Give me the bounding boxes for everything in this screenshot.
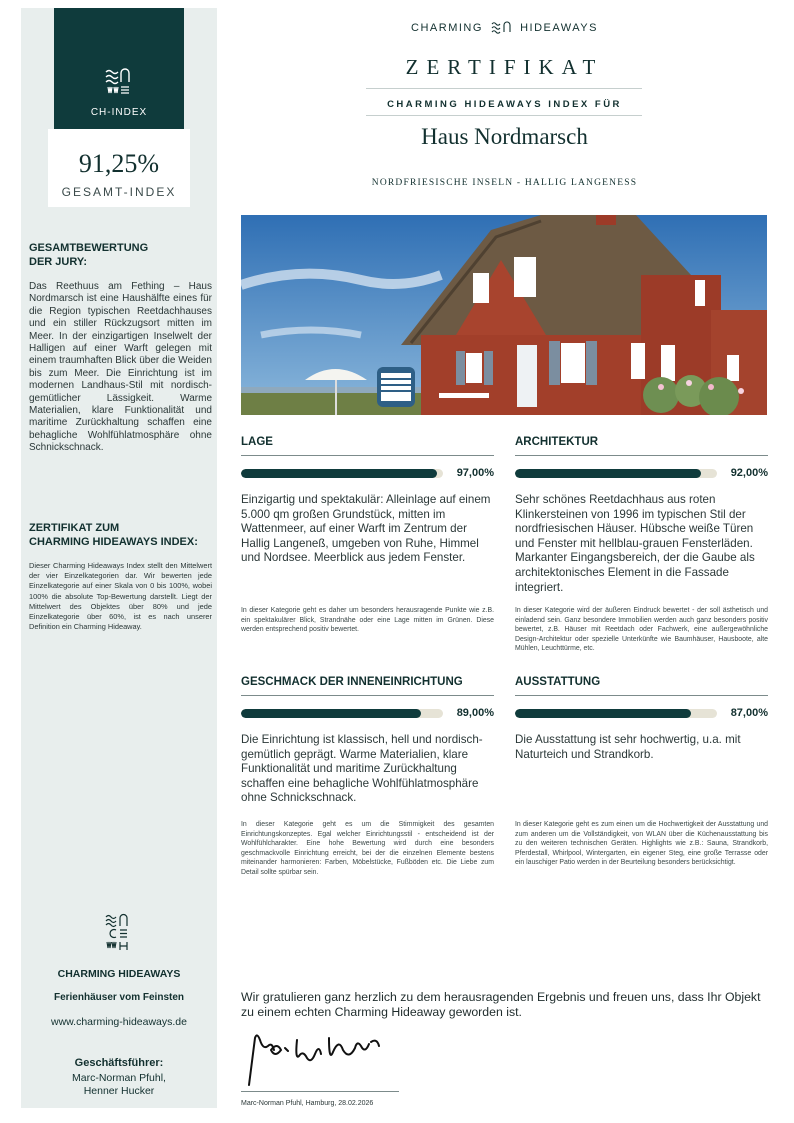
category-note: In dieser Kategorie wird der äußeren Eindruck bewertet - der soll ästhetisch und einladend sein. Ganz besondere Immobilien werden auch ganz besonders positiv bewertet, z.B. Häuser mit Reetdach oder Fachwerk, eine außergewöhnliche Design-Architektur oder spezielle Unterkünfte wie Baumhäuser, Hausboote, alte Mühlen, Leuchttürme, etc. <box>515 607 768 653</box>
category-title: GESCHMACK DER INNENEINRICHTUNG <box>241 676 494 696</box>
jury-heading-line2: DER JURY: <box>29 256 88 268</box>
signature-image <box>241 1030 401 1090</box>
manager-name-2: Henner Hucker <box>83 1085 155 1097</box>
sidebar <box>21 8 217 1108</box>
category-note: In dieser Kategorie geht es zum einen um die Hochwertigkeit der Ausstattung und zum anderen um die Vollständigkeit, von WLAN über die Küchenausstattung bis zu den weiteren technischen Geräten. Highlights wie z.B.: Sauna, Strandkorb, Pferdestall, Whirlpool, Wintergarten, ein eigener Steg, eine große Terrasse oder ein lauschiger Patio werden in der Beurteilung besonders berücksichtigt. <box>515 821 768 867</box>
category-description: Die Einrichtung ist klassisch, hell und nordisch-gemütlich geprägt. Warme Materialien, klare Funktionalität und maritime Zurückhaltung schaffen eine behagliche Wohlfühlatmosphäre ohne Schnickschnack. <box>241 733 483 805</box>
category-description: Die Ausstattung ist sehr hochwertig, u.a. mit Naturteich und Strandkorb. <box>515 733 741 761</box>
ch-logo-icon <box>104 66 134 96</box>
category-title: ARCHITEKTUR <box>515 436 768 456</box>
category-ausstattung <box>515 676 768 867</box>
footer-brand: CHARMING HIDEAWAYS <box>57 968 181 980</box>
congratulations-text: Wir gratulieren ganz herzlich zu dem herausragenden Ergebnis und freuen uns, dass Ihr Objekt zu einem echten Charming Hideaway geworden ist. <box>241 990 761 1019</box>
jury-text: Das Reethuus am Fething – Haus Nordmarsch ist eine Haushälfte eines für die Region typischen Reetdachhauses und ein stiller Rückzugsort mitten im Meer. In der einzigartigen Inselwelt der Halligen auf einer Warft gelegen mit einem traumhaften Blick über die Weiden bis zum Meer. Die Einrichtung ist im modernen Landhaus-Stil mit nordisch-gemütlicher Lässigkeit. Warme Materialien, klare Funktionalität und maritime Zurückhaltung schaffen eine behagliche Wohlfühlatmosphäre ohne Schnickschnack. <box>29 281 212 454</box>
category-title: LAGE <box>241 436 494 456</box>
category-note: In dieser Kategorie geht es um die Stimmigkeit des gesamten Einrichtungskonzeptes. Egal welcher Einrichtungsstil - entscheidend ist der Wohlfühlcharakter. Eine hohe Bewertung wird durch eine besonders geschmackvolle Einrichtung erreicht, bei der die einzelnen Elemente bestens miteinander harmonieren: Farben, Möbelstücke, Fußböden etc. Die Liebe zum Detail sollte spürbar sein. <box>241 821 494 876</box>
certificate-title: ZERTIFIKAT <box>405 55 604 79</box>
score-value: 97,00% <box>456 467 494 479</box>
cert-heading <box>29 521 214 549</box>
jury-heading-line1: GESAMTBEWERTUNG <box>29 242 149 254</box>
ch-monogram-icon <box>104 912 134 952</box>
footer-url[interactable]: www.charming-hideaways.de <box>51 1016 187 1028</box>
brand-left: CHARMING <box>411 22 483 34</box>
cert-heading-line2: CHARMING HIDEAWAYS INDEX: <box>29 536 198 548</box>
score-bar-row <box>241 467 494 481</box>
ch-index-logo-box <box>54 8 184 129</box>
category-description: Einzigartig und spektakulär: Alleinlage auf einem 5.000 qm großen Grundstück, mitten im Wattenmeer, auf einer Warft im Zentrum der Hallig Langeneß, umgeben von Ruhe, Himmel und Nordsee. Meerblick aus jedem Fenster. <box>241 493 491 565</box>
category-description: Sehr schönes Reetdachhaus aus roten Klinkersteinen von 1996 im typischen Stil der nordfriesischen Häuser. Hübsche weiße Türen und Fenster mit hellblau-grauen Fensterläden. Markanter Eingangsbereich, der die Gaube als architektonisches Element in die Fassade integriert. <box>515 493 755 594</box>
manager-name-1: Marc-Norman Pfuhl, <box>72 1072 166 1084</box>
score-bar-row <box>515 467 768 481</box>
signature-line <box>241 1091 399 1092</box>
score-value: 92,00% <box>730 467 768 479</box>
score-bar-row <box>515 707 768 721</box>
subtitle-divider <box>366 115 642 116</box>
cert-text: Dieser Charming Hideaways Index stellt den Mittelwert der vier Einzelkategorien dar. Wir bewerten jede Einzelkategorie auf einer Skala von 0 bis 100%, wobei 100% die absolute Top-Bewertung darstellt. Liegt der Mittelwert des Objektes über 80% und jede Einzelkategorie über 60%, ist es nach unserer Definition ein Charming Hideaway. <box>29 561 212 632</box>
brand-wordmark <box>241 20 768 34</box>
score-bar-fill <box>241 709 421 718</box>
category-inneneinrichtung <box>241 676 494 876</box>
cert-heading-line1: ZERTIFIKAT ZUM <box>29 522 120 534</box>
jury-heading <box>29 241 214 269</box>
logo-label: CH-INDEX <box>90 107 148 118</box>
category-architektur <box>515 436 768 653</box>
score-bar-row <box>241 707 494 721</box>
brand-mark-icon <box>491 20 513 34</box>
category-lage <box>241 436 494 634</box>
index-subtitle: CHARMING HIDEAWAYS INDEX FÜR <box>387 99 622 110</box>
manager-heading: Geschäftsführer: <box>74 1057 164 1069</box>
score-bar-track <box>241 709 443 718</box>
score-value: 89,00% <box>456 707 494 719</box>
category-title: AUSSTATTUNG <box>515 676 768 696</box>
footer-tagline: Ferienhäuser vom Feinsten <box>53 992 185 1003</box>
total-score: 91,25% <box>78 149 160 178</box>
score-bar-fill <box>241 469 437 478</box>
score-bar-fill <box>515 709 691 718</box>
title-divider <box>366 88 642 89</box>
total-score-box <box>48 129 190 207</box>
brand-right: HIDEAWAYS <box>520 22 598 34</box>
category-note: In dieser Kategorie geht es daher um besonders herausragende Punkte wie z.B. ein spektakulärer Blick, Strandnähe oder eine Lage mitten im Grünen. Diese werden entsprechend positiv bewertet. <box>241 607 494 634</box>
score-value: 87,00% <box>730 707 768 719</box>
score-bar-track <box>241 469 443 478</box>
house-name: Haus Nordmarsch <box>421 124 588 149</box>
score-bar-track <box>515 709 717 718</box>
house-photo <box>241 215 767 415</box>
house-location: NORDFRIESISCHE INSELN - HALLIG LANGENESS <box>371 178 638 188</box>
score-bar-track <box>515 469 717 478</box>
score-bar-fill <box>515 469 701 478</box>
total-score-label: GESAMT-INDEX <box>61 185 177 199</box>
signature-caption: Marc-Norman Pfuhl, Hamburg, 28.02.2026 <box>241 1100 374 1107</box>
